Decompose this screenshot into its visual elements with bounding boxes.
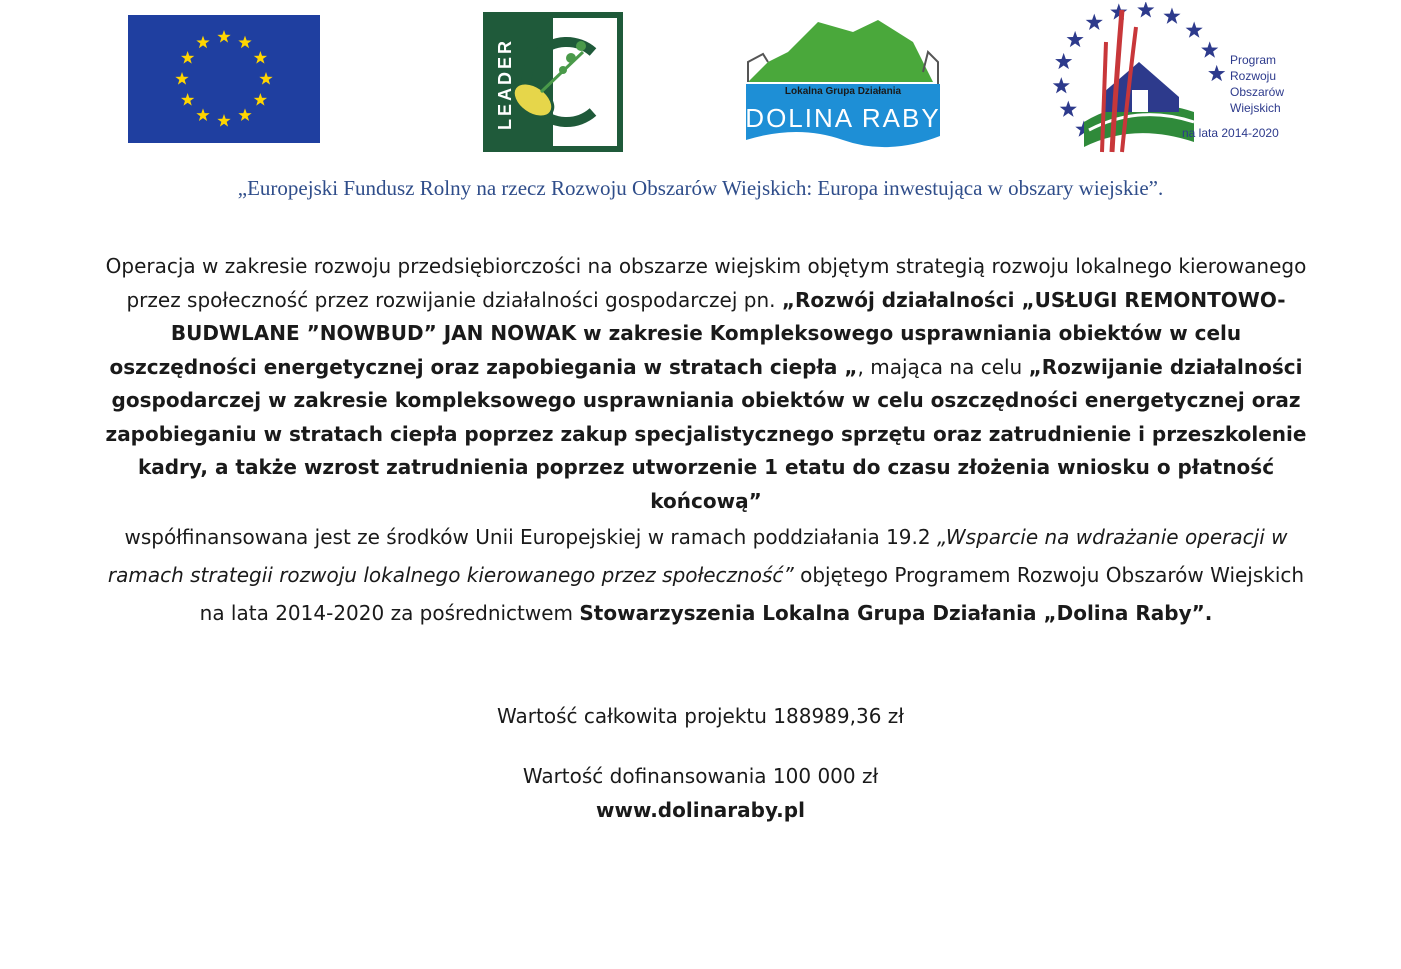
financing-intro: współfinansowana jest ze środków Unii Europejskiej w ramach poddziałania 19.2 xyxy=(124,525,937,549)
prow-star-icon xyxy=(1110,3,1127,19)
prow-star-icon xyxy=(1208,65,1225,81)
operation-intro: Operacja w zakresie rozwoju przedsiębiorczości na obszarze wiejskim objętym strategią rozwoju lokalnego kierowanego przez społeczność przez rozwijanie działalności gospodarczej pn. xyxy=(105,254,1307,312)
operation-title: „Rozwój działalności „USŁUGI REMONTOWO-BUDWLANE ”NOWBUD” JAN NOWAK w zakresie Kompleksowego usprawniania obiektów w celu oszczędności energetycznej oraz zapobiegania w stratach ciepła „ xyxy=(109,287,1286,379)
website-link[interactable]: www.dolinaraby.pl xyxy=(596,798,805,822)
logo-bar xyxy=(0,0,1401,160)
prow-logo xyxy=(1044,2,1304,157)
operation-goal: „Rozwijanie działalności gospodarczej w zakresie kompleksowego usprawniania obiektów w celu oszczędności energetycznej oraz zapobieganiu w stratach ciepła poprzez zakup specjalistycznego sprzętu oraz zatrudnienie i przeszkolenie kadry, a także wzrost zatrudnienia poprzez utworzenie 1 etatu do czasu złożenia wniosku o płatność końcową” xyxy=(105,354,1307,513)
svg-text:ProgramRozwojuObszarówWiejskic xyxy=(1230,53,1284,115)
total-value: Wartość całkowita projektu 188989,36 zł xyxy=(497,704,904,728)
prow-star-icon xyxy=(1053,77,1070,93)
prow-star-icon xyxy=(1086,14,1103,30)
project-values xyxy=(0,704,1401,832)
prow-line-3: Obszarów xyxy=(1230,85,1285,99)
operation-description xyxy=(100,250,1312,632)
prow-line-1: Program xyxy=(1230,53,1277,67)
prow-star-icon xyxy=(1137,2,1154,18)
lgd-title: DOLINA RABY xyxy=(745,103,941,133)
paragraph-operation xyxy=(100,250,1312,518)
lgd-subtitle: Lokalna Grupa Działania xyxy=(784,86,902,97)
prow-years: na lata 2014-2020 xyxy=(1182,126,1279,140)
financing-measure: „Wsparcie na wdrażanie operacji w ramach strategii rozwoju lokalnego kierowanego przez społeczność” xyxy=(107,525,1288,587)
prow-line-2: Rozwoju xyxy=(1230,69,1277,83)
lgd-dolina-raby-logo xyxy=(738,12,948,152)
motto: „Europejski Fundusz Rolny na rzecz Rozwoju Obszarów Wiejskich: Europa inwestująca w obszary wiejskie”. xyxy=(237,176,1164,200)
leader-logo-text: LEADER xyxy=(495,37,515,130)
prow-star-icon xyxy=(1186,22,1203,38)
prow-star-icon xyxy=(1201,41,1218,57)
leader-logo xyxy=(483,12,623,152)
cofinance-value: Wartość dofinansowania 100 000 zł xyxy=(522,764,879,788)
financing-association: Stowarzyszenia Lokalna Grupa Działania „Dolina Raby”. xyxy=(579,601,1213,625)
financing-program: objętego Programem Rozwoju Obszarów Wiejskich na lata 2014-2020 za pośrednictwem xyxy=(199,563,1305,625)
prow-star-icon xyxy=(1067,31,1084,47)
paragraph-financing xyxy=(100,518,1312,632)
eu-flag-logo xyxy=(128,15,320,143)
operation-goal-intro: , mająca na celu xyxy=(857,354,1029,379)
prow-line-4: Wiejskich xyxy=(1230,101,1281,115)
prow-star-icon xyxy=(1060,101,1077,117)
prow-star-icon xyxy=(1055,53,1072,69)
prow-star-icon xyxy=(1163,8,1180,24)
